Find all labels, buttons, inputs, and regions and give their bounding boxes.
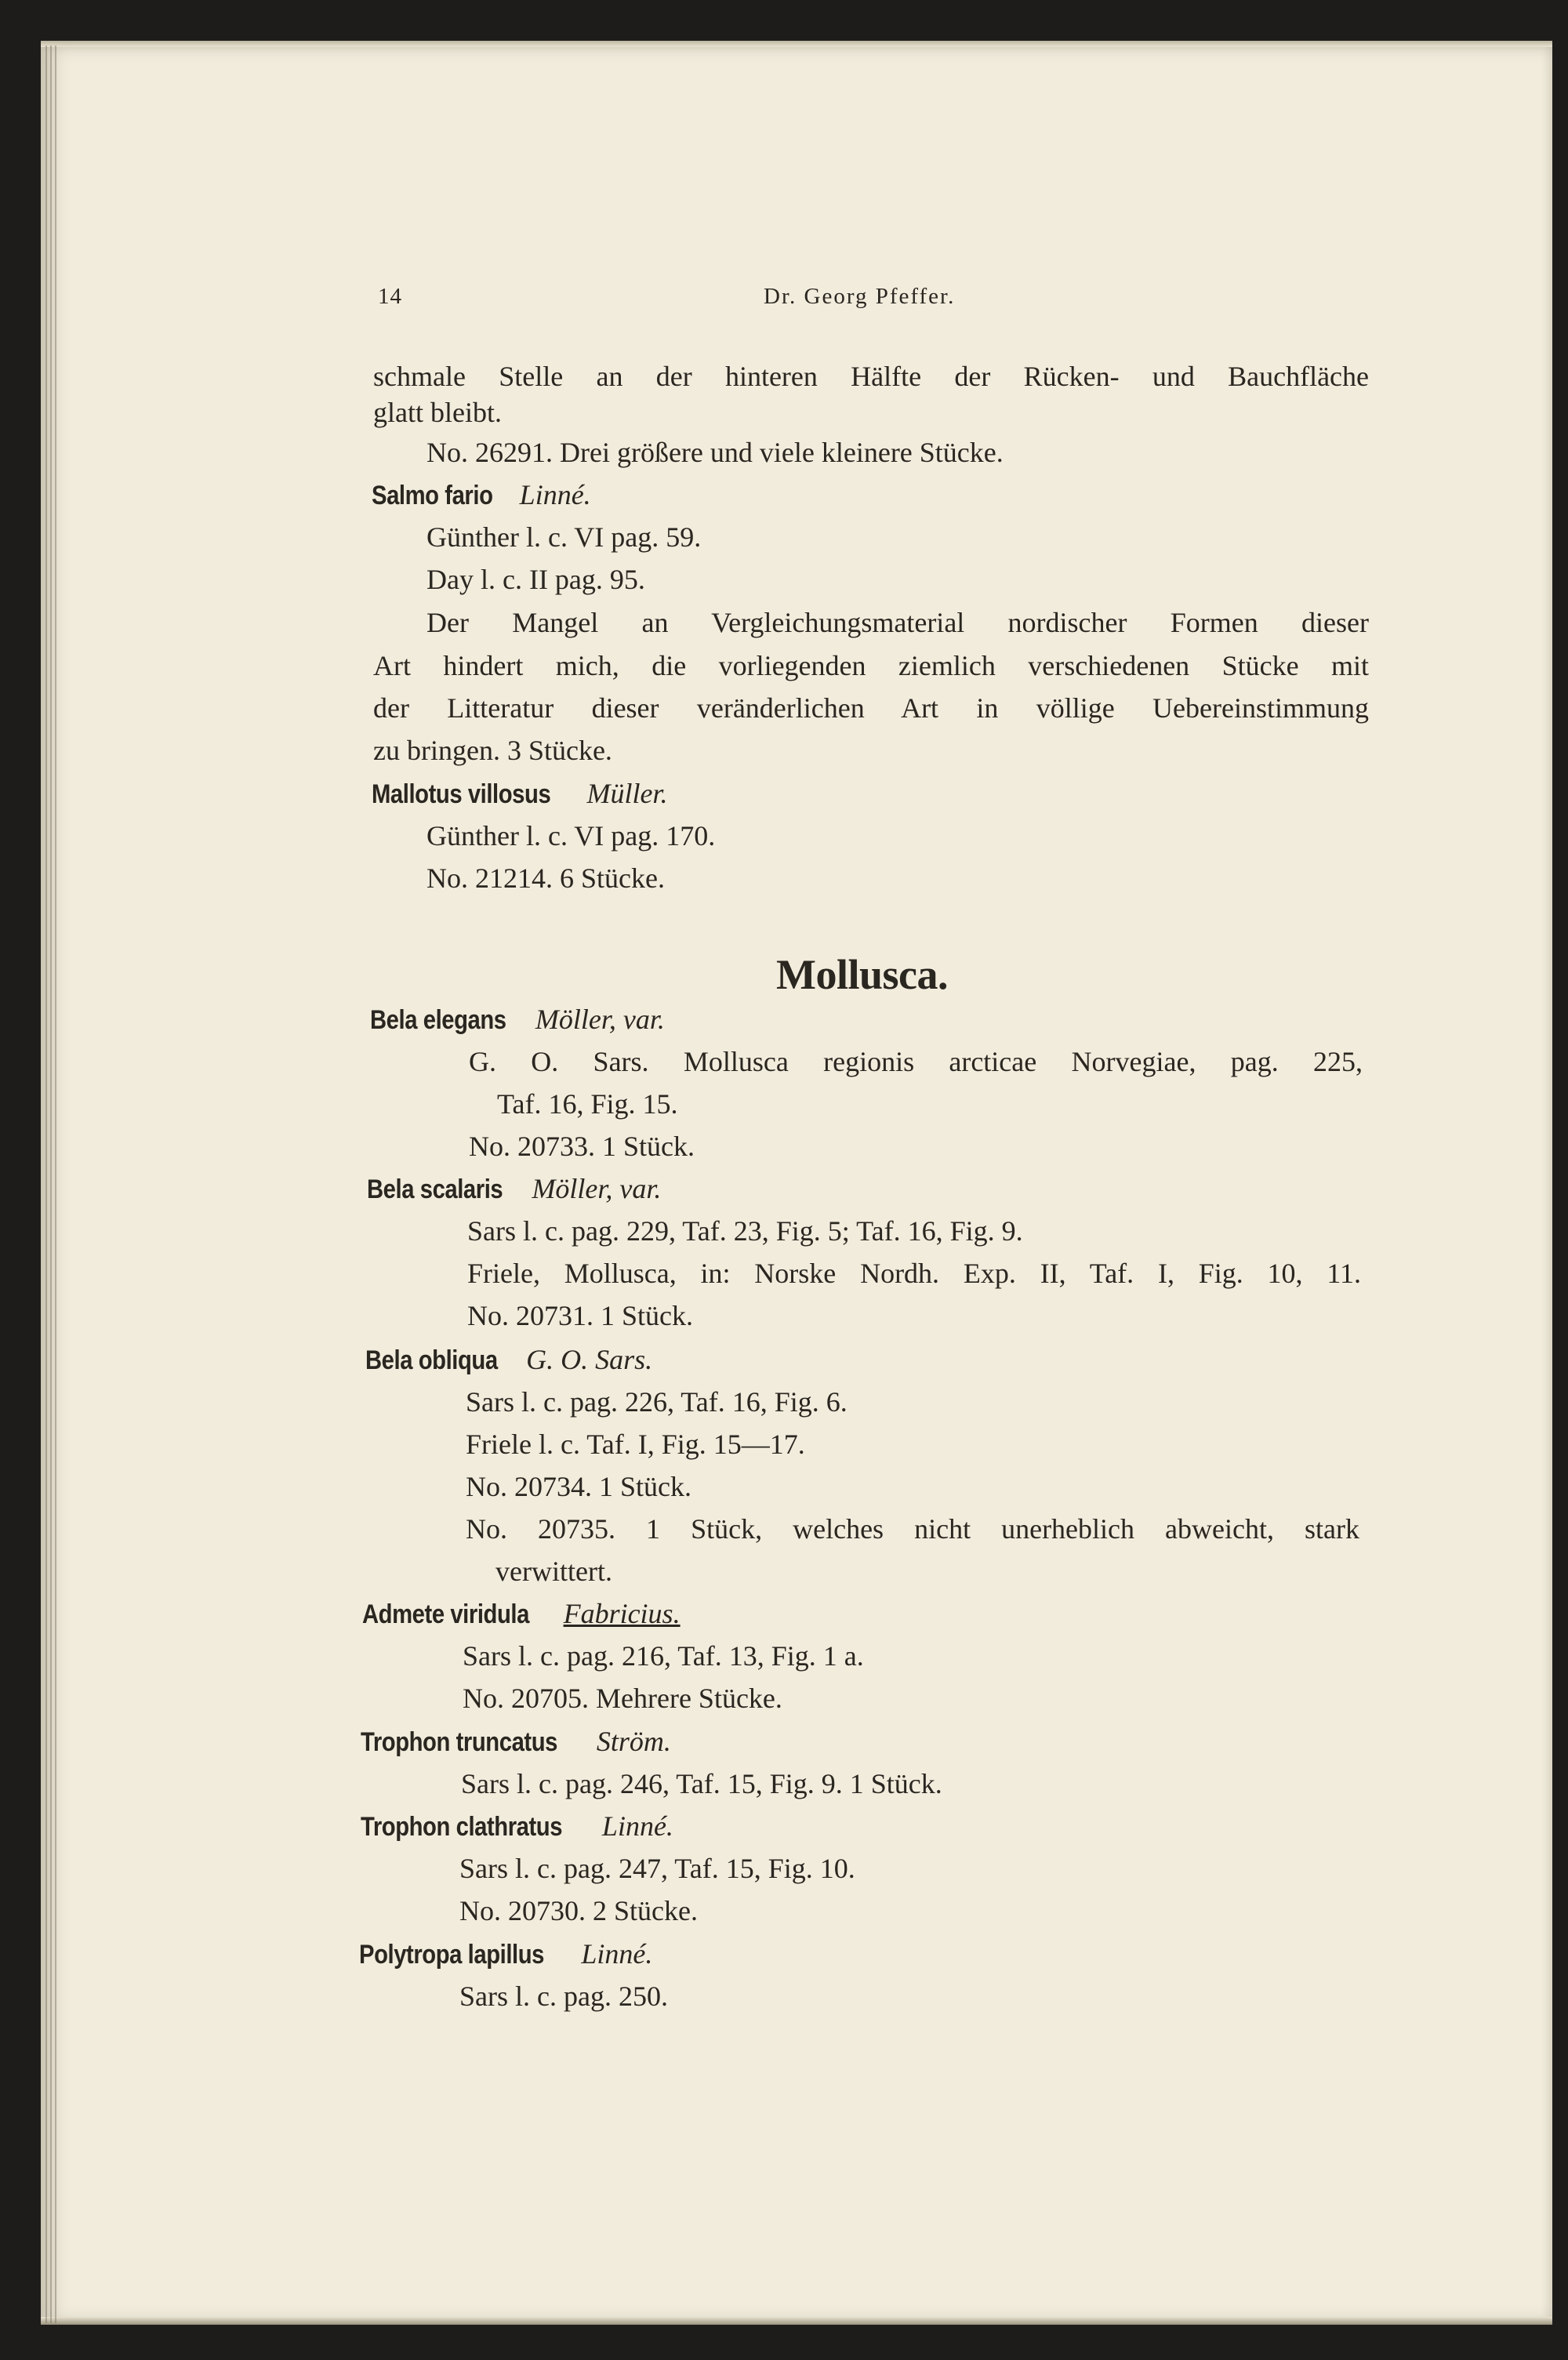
text-line: Sars l. c. pag. 229, Taf. 23, Fig. 5; Taf. 16, Fig. 9. [467, 1215, 1023, 1247]
text-line: Günther l. c. VI pag. 170. [426, 820, 716, 851]
species-author: Linné. [519, 479, 591, 510]
text-line: No. 20731. 1 Stück. [467, 1300, 693, 1331]
text-line: Günther l. c. VI pag. 59. [426, 521, 702, 553]
text-line: Sars l. c. pag. 250. [459, 1981, 668, 2012]
species-heading [372, 476, 591, 514]
species-name: Mallotus villosus [372, 779, 551, 809]
species-heading [370, 1000, 665, 1039]
text-line: Friele l. c. Taf. I, Fig. 15—17. [466, 1429, 805, 1460]
species-heading [359, 1935, 652, 1973]
species-name: Bela obliqua [365, 1345, 498, 1375]
species-heading [365, 1341, 652, 1379]
text-line: zu bringen. 3 Stücke. [373, 735, 612, 766]
text-line: Sars l. c. pag. 247, Taf. 15, Fig. 10. [459, 1853, 855, 1884]
species-name: Bela elegans [370, 1005, 506, 1035]
species-author: Möller, var. [532, 1173, 662, 1204]
species-heading [372, 775, 667, 813]
running-header [378, 284, 1361, 318]
text-line: schmale Stelle an der hinteren Hälfte der Rücken- und Bauchfläche [373, 361, 1369, 392]
text-line: Sars l. c. pag. 216, Taf. 13, Fig. 1 a. [463, 1640, 864, 1672]
species-heading [367, 1170, 661, 1208]
species-name: Trophon clathratus [361, 1812, 563, 1842]
section-title: Mollusca. [776, 951, 948, 998]
species-author: Fabricius. [563, 1598, 681, 1629]
page-number: 14 [378, 284, 402, 309]
species-author: G. O. Sars. [526, 1344, 653, 1375]
text-line: No. 20734. 1 Stück. [466, 1471, 691, 1502]
text-line: Art hindert mich, die vorliegenden ziemlich verschiedenen Stücke mit [373, 650, 1369, 681]
text-line: Friele, Mollusca, in: Norske Nordh. Exp. II, Taf. I, Fig. 10, 11. [467, 1258, 1361, 1289]
species-name: Admete viridula [362, 1599, 529, 1629]
species-name: Bela scalaris [367, 1175, 503, 1204]
species-name: Salmo fario [372, 481, 493, 510]
species-heading [361, 1723, 671, 1761]
species-author: Linné. [581, 1938, 653, 1970]
text-line: Taf. 16, Fig. 15. [497, 1088, 678, 1120]
text-line: Day l. c. II pag. 95. [426, 564, 645, 595]
text-line: Sars l. c. pag. 226, Taf. 16, Fig. 6. [466, 1386, 848, 1418]
species-heading [361, 1807, 673, 1846]
text-line: der Litteratur dieser veränderlichen Art in völlige Uebereinstimmung [373, 692, 1369, 724]
text-line: verwittert. [495, 1556, 612, 1587]
text-line: Sars l. c. pag. 246, Taf. 15, Fig. 9. 1 Stück. [461, 1768, 942, 1799]
species-author: Ström. [596, 1726, 671, 1757]
text-line: No. 20735. 1 Stück, welches nicht unerheblich abweicht, stark [466, 1513, 1359, 1545]
species-heading [362, 1595, 681, 1633]
species-name: Polytropa lapillus [359, 1940, 544, 1970]
text-line: G. O. Sars. Mollusca regionis arcticae Norvegiae, pag. 225, [469, 1046, 1363, 1077]
species-author: Müller. [586, 778, 668, 809]
text-line: glatt bleibt. [373, 397, 502, 428]
text-line: No. 20705. Mehrere Stücke. [463, 1683, 782, 1714]
text-line: No. 26291. Drei größere und viele kleinere Stücke. [426, 437, 1004, 468]
species-author: Linné. [601, 1810, 673, 1842]
species-author: Möller, var. [535, 1004, 665, 1035]
text-line: Der Mangel an Vergleichungsmaterial nordischer Formen dieser [426, 607, 1369, 638]
text-line: No. 20733. 1 Stück. [469, 1131, 695, 1162]
species-name: Trophon truncatus [361, 1727, 557, 1757]
running-title: Dr. Georg Pfeffer. [764, 284, 956, 309]
text-line: No. 20730. 2 Stücke. [459, 1895, 698, 1926]
text-line: No. 21214. 6 Stücke. [426, 862, 665, 894]
